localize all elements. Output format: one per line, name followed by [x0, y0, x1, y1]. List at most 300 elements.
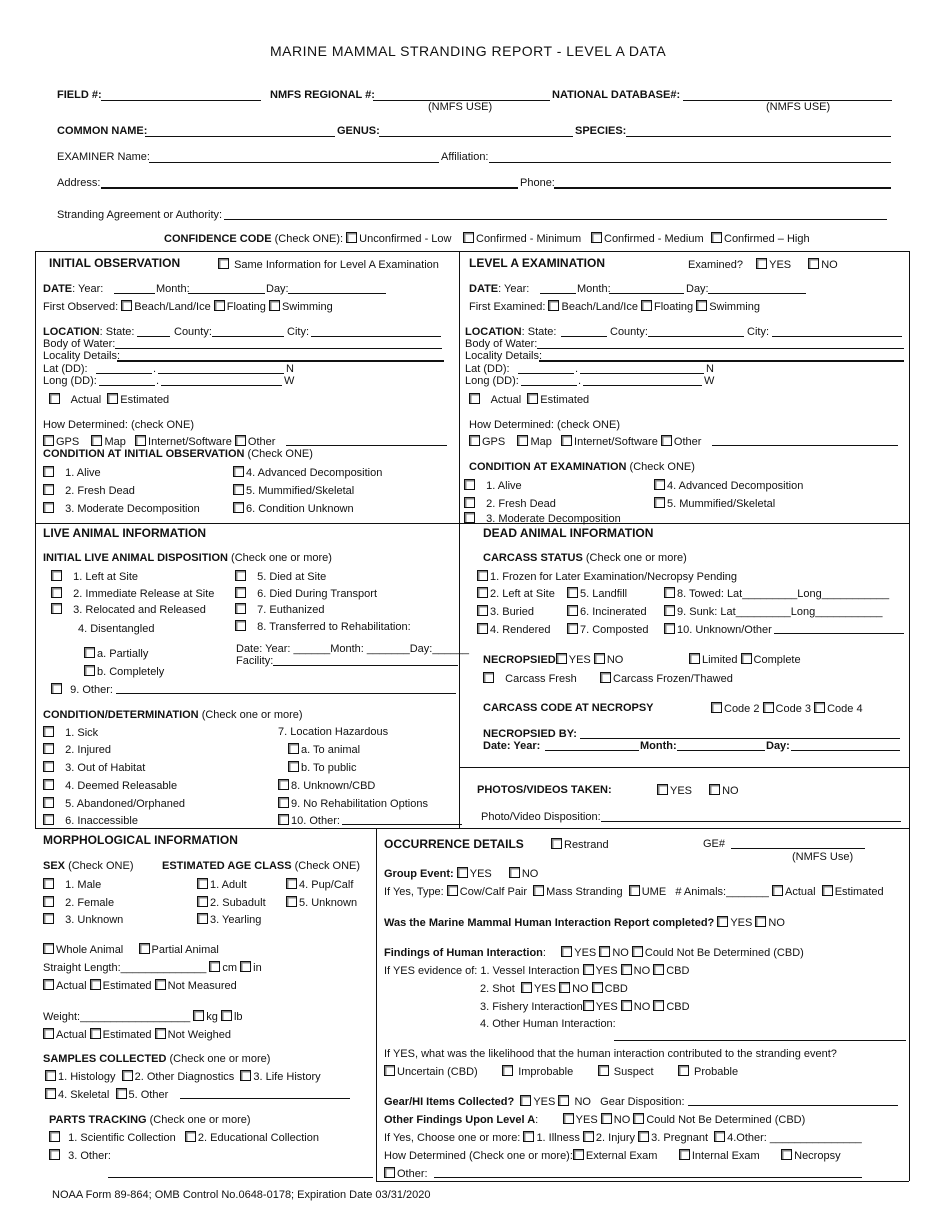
likelihood-row — [384, 1065, 738, 1078]
d4b — [84, 665, 164, 678]
other-hi-input[interactable] — [614, 1040, 906, 1041]
le-c2-checkbox[interactable] — [464, 497, 475, 508]
facility-input[interactable] — [273, 665, 458, 666]
n-year-input[interactable] — [545, 750, 639, 751]
d8-checkbox[interactable] — [235, 620, 246, 631]
t3-checkbox[interactable] — [49, 1149, 60, 1160]
d6-checkbox[interactable] — [235, 587, 246, 598]
io-swimming-checkbox[interactable] — [269, 300, 280, 311]
p2-checkbox[interactable] — [122, 1070, 133, 1081]
d7-checkbox[interactable] — [235, 603, 246, 614]
io-day-input[interactable] — [288, 293, 386, 294]
injury-checkbox[interactable] — [583, 1131, 594, 1142]
le-other-checkbox[interactable] — [661, 435, 672, 446]
m2-label: 2. Female — [65, 897, 115, 909]
le-state-input[interactable] — [561, 336, 607, 337]
photos-yes-checkbox[interactable] — [657, 784, 668, 795]
ge-input[interactable] — [731, 848, 865, 849]
conf-min-checkbox[interactable] — [463, 232, 474, 243]
le-actual-checkbox[interactable] — [469, 393, 480, 404]
k9-checkbox[interactable] — [664, 605, 675, 616]
t3-input[interactable] — [108, 1177, 373, 1178]
weight-est-row — [43, 1028, 231, 1041]
improbable-label: Improbable — [518, 1066, 574, 1078]
length-row — [43, 961, 262, 974]
frame-occ-left — [376, 828, 377, 1181]
fishery-yes-checkbox[interactable] — [583, 1000, 594, 1011]
k4-checkbox[interactable] — [477, 623, 488, 634]
photo-disposition-input[interactable] — [601, 821, 901, 822]
if-type-label: If Yes, Type: — [384, 886, 444, 898]
k8-checkbox[interactable] — [664, 587, 675, 598]
cm-checkbox[interactable] — [209, 961, 220, 972]
io-locality-input[interactable] — [117, 360, 444, 362]
d9-checkbox[interactable] — [51, 683, 62, 694]
probable-checkbox[interactable] — [678, 1065, 689, 1076]
samples-check: (Check one or more) — [169, 1053, 271, 1065]
page-title: MARINE MAMMAL STRANDING REPORT - LEVEL A DATA — [270, 43, 667, 59]
io-c1-checkbox[interactable] — [43, 466, 54, 477]
address-input[interactable] — [101, 187, 518, 189]
d3-checkbox[interactable] — [51, 603, 62, 614]
suspect-checkbox[interactable] — [598, 1065, 609, 1076]
restrand-label: Restrand — [564, 839, 609, 851]
ofl-no-checkbox[interactable] — [601, 1113, 612, 1124]
affiliation-input[interactable] — [489, 162, 891, 163]
photos-options — [657, 784, 739, 797]
field-input[interactable] — [101, 100, 261, 101]
le-c1-label: 1. Alive — [486, 480, 522, 492]
io-c4 — [233, 466, 382, 479]
age-heading — [162, 860, 360, 872]
io-c5-checkbox[interactable] — [233, 484, 244, 495]
shot-yes-checkbox[interactable] — [521, 982, 532, 993]
vessel-yes-checkbox[interactable] — [583, 964, 594, 975]
field-label: FIELD #: — [57, 89, 102, 101]
le-c5-checkbox[interactable] — [654, 497, 665, 508]
partial-checkbox[interactable] — [139, 943, 150, 954]
io-year-input[interactable] — [114, 293, 155, 294]
examiner-input[interactable] — [149, 162, 439, 163]
io-body-input[interactable] — [115, 348, 442, 349]
photos-no-checkbox[interactable] — [709, 784, 720, 795]
le-year-input[interactable] — [540, 293, 576, 294]
not-weighed-checkbox[interactable] — [155, 1028, 166, 1039]
age-check: (Check ONE) — [294, 860, 361, 872]
level-a-heading: LEVEL A EXAMINATION — [469, 256, 606, 270]
other-hi-label: 4. Other Human Interaction: — [480, 1018, 616, 1030]
group-yes-checkbox[interactable] — [457, 867, 468, 878]
if-yes-evidence-label: If YES evidence of: — [384, 965, 478, 977]
d2 — [51, 587, 214, 600]
conf-low-checkbox[interactable] — [346, 232, 357, 243]
io-date-row — [43, 283, 103, 295]
uncertain-checkbox[interactable] — [384, 1065, 395, 1076]
io-c3-label: 3. Moderate Decomposition — [65, 503, 200, 515]
le-map-label: Map — [530, 436, 552, 448]
common-name-input[interactable] — [145, 136, 335, 137]
le-c3-label: 3. Moderate Decomposition — [486, 513, 621, 525]
s5-checkbox[interactable] — [43, 797, 54, 808]
k8-label: 8. Towed: Lat_________Long___________ — [677, 588, 890, 600]
d6-label: 6. Died During Transport — [257, 588, 378, 600]
cowcalf-checkbox[interactable] — [447, 885, 458, 896]
gear-no-checkbox[interactable] — [558, 1095, 569, 1106]
wt-actual-checkbox[interactable] — [43, 1028, 54, 1039]
fhi-yes-checkbox[interactable] — [561, 946, 572, 957]
d3 — [51, 603, 206, 616]
limited-checkbox[interactable] — [689, 653, 700, 664]
samples-row1 — [45, 1070, 321, 1083]
io-c4-checkbox[interactable] — [233, 466, 244, 477]
s9-checkbox[interactable] — [278, 797, 289, 808]
same-info-checkbox[interactable] — [218, 258, 229, 269]
n-month-label: Month: — [640, 740, 677, 752]
complete-checkbox[interactable] — [741, 653, 752, 664]
agreement-input[interactable] — [224, 219, 887, 220]
p3-checkbox[interactable] — [240, 1070, 251, 1081]
s3 — [43, 761, 145, 774]
common-name-label: COMMON NAME: — [57, 125, 148, 137]
frame-mid — [459, 251, 460, 829]
d8 — [235, 620, 411, 633]
s10-input[interactable] — [342, 824, 462, 825]
le-gps-checkbox[interactable] — [469, 435, 480, 446]
hi-report-yes-checkbox[interactable] — [717, 916, 728, 927]
s6-checkbox[interactable] — [43, 814, 54, 825]
le-actual-label: Actual — [490, 394, 522, 406]
le-c2 — [464, 497, 556, 510]
d9-label: 9. Other: — [70, 684, 113, 696]
p5-input[interactable] — [180, 1098, 350, 1099]
d1-label: 1. Left at Site — [73, 571, 138, 583]
le-c4 — [654, 479, 803, 492]
vessel-cbd-checkbox[interactable] — [653, 964, 664, 975]
s7-label: 7. Location Hazardous — [278, 726, 389, 738]
io-locality-label: Locality Details: — [43, 350, 121, 362]
k5-label: 5. Landfill — [580, 588, 628, 600]
d7 — [235, 603, 324, 616]
num-estimated-checkbox[interactable] — [822, 885, 833, 896]
le-swimming-checkbox[interactable] — [696, 300, 707, 311]
s7b — [288, 761, 356, 774]
le-city-input[interactable] — [772, 336, 902, 337]
wt-estimated-checkbox[interactable] — [90, 1028, 101, 1039]
io-internet-checkbox[interactable] — [135, 435, 146, 446]
other-findings-row — [384, 1113, 805, 1126]
mass-checkbox[interactable] — [533, 885, 544, 896]
sex-label: SEX — [43, 860, 66, 872]
p1-label: 1. Histology — [58, 1071, 116, 1083]
t1-label: 1. Scientific Collection — [68, 1132, 176, 1144]
le-condition-heading — [469, 461, 695, 473]
carcass-fresh-label: Carcass Fresh — [505, 673, 577, 685]
le-c4-checkbox[interactable] — [654, 479, 665, 490]
io-lat-deg-input[interactable] — [96, 373, 152, 374]
not-measured-checkbox[interactable] — [155, 979, 166, 990]
occ-other-checkbox[interactable] — [384, 1167, 395, 1178]
len-actual-checkbox[interactable] — [43, 979, 54, 990]
io-c1 — [43, 466, 101, 479]
io-actual-checkbox[interactable] — [49, 393, 60, 404]
t2-label: 2. Educational Collection — [197, 1132, 319, 1144]
other-findings-label: Other Findings Upon Level A — [384, 1114, 536, 1126]
le-lat-dec-input[interactable] — [580, 373, 704, 374]
io-c3-checkbox[interactable] — [43, 502, 54, 513]
le-c3-checkbox[interactable] — [464, 512, 475, 523]
k1-checkbox[interactable] — [477, 570, 488, 581]
lb-label: lb — [233, 1011, 243, 1023]
carcass-fresh-checkbox[interactable] — [483, 672, 494, 683]
limited-label: Limited — [702, 654, 738, 666]
fhi-cbd-checkbox[interactable] — [632, 946, 643, 957]
d5-checkbox[interactable] — [235, 570, 246, 581]
io-c6-checkbox[interactable] — [233, 502, 244, 513]
necropsy-checkbox[interactable] — [781, 1149, 792, 1160]
group-type-row — [384, 885, 884, 898]
whole-checkbox[interactable] — [43, 943, 54, 954]
le-floating-checkbox[interactable] — [641, 300, 652, 311]
conf-high-checkbox[interactable] — [711, 232, 722, 243]
s4-checkbox[interactable] — [43, 779, 54, 790]
k7-checkbox[interactable] — [567, 623, 578, 634]
k1 — [477, 570, 737, 583]
le-lat-deg-input[interactable] — [518, 373, 574, 374]
fishery-yes-label: YES — [595, 1001, 618, 1013]
morph-heading: MORPHOLOGICAL INFORMATION — [43, 833, 238, 847]
io-lat-dec-input[interactable] — [158, 373, 284, 374]
io-long-deg-input[interactable] — [99, 385, 155, 386]
code2-label: Code 2 — [724, 703, 760, 715]
le-locality-input[interactable] — [539, 360, 904, 362]
io-beach-checkbox[interactable] — [121, 300, 132, 311]
p1-checkbox[interactable] — [45, 1070, 56, 1081]
t2-checkbox[interactable] — [185, 1131, 196, 1142]
other4-checkbox[interactable] — [714, 1131, 725, 1142]
io-month-label: Month: — [156, 283, 190, 295]
carcass-status-heading — [483, 552, 687, 564]
shot-cbd-checkbox[interactable] — [592, 982, 603, 993]
kg-checkbox[interactable] — [193, 1010, 204, 1021]
k3-checkbox[interactable] — [477, 605, 488, 616]
illness-checkbox[interactable] — [523, 1131, 534, 1142]
fishery-cbd-checkbox[interactable] — [653, 1000, 664, 1011]
phone-input[interactable] — [554, 187, 891, 189]
a1-checkbox[interactable] — [197, 878, 208, 889]
le-map-checkbox[interactable] — [517, 435, 528, 446]
examined-yes-checkbox[interactable] — [756, 258, 767, 269]
ge-label: GE# — [703, 838, 726, 850]
s3-checkbox[interactable] — [43, 761, 54, 772]
whole-partial — [43, 943, 219, 956]
io-state-input[interactable] — [137, 336, 170, 337]
other-findings-colon: : — [535, 1114, 539, 1126]
k6 — [567, 605, 647, 618]
confidence-code-row — [164, 232, 451, 245]
k4 — [477, 623, 551, 636]
s10-checkbox[interactable] — [278, 814, 289, 825]
s7b-checkbox[interactable] — [288, 761, 299, 772]
le-estimated-checkbox[interactable] — [527, 393, 538, 404]
io-county-input[interactable] — [212, 336, 284, 337]
p5-checkbox[interactable] — [116, 1088, 127, 1099]
a2-checkbox[interactable] — [197, 896, 208, 907]
d4a-checkbox[interactable] — [84, 647, 95, 658]
s8-label: 8. Unknown/CBD — [291, 780, 376, 792]
io-city-input[interactable] — [311, 336, 441, 337]
weight-label: Weight:__________________ — [43, 1011, 191, 1023]
disposition-check: (Check one or more) — [231, 552, 332, 564]
le-condition-label: CONDITION AT EXAMINATION — [469, 461, 627, 473]
carcass-frozen-checkbox[interactable] — [600, 672, 611, 683]
necropsied-by-input[interactable] — [580, 738, 900, 739]
io-other-checkbox[interactable] — [235, 435, 246, 446]
io-floating-checkbox[interactable] — [214, 300, 225, 311]
code3-checkbox[interactable] — [763, 702, 774, 713]
le-gps-label: GPS — [482, 436, 506, 448]
io-long-dec-input[interactable] — [161, 385, 282, 386]
k10-input[interactable] — [774, 633, 904, 634]
io-c2 — [43, 484, 135, 497]
ofl-no-label: NO — [613, 1114, 631, 1126]
s1-checkbox[interactable] — [43, 726, 54, 737]
species-input[interactable] — [626, 136, 891, 137]
necropsied-yes-checkbox[interactable] — [556, 653, 567, 664]
io-c2-label: 2. Fresh Dead — [65, 485, 135, 497]
gear-yes-checkbox[interactable] — [520, 1095, 531, 1106]
ofl-yes-label: YES — [575, 1114, 598, 1126]
io-map-checkbox[interactable] — [91, 435, 102, 446]
d8-date: Date: Year: ______Month: _______Day:______ — [236, 643, 470, 655]
d2-checkbox[interactable] — [51, 587, 62, 598]
m3-label: 3. Unknown — [65, 914, 124, 926]
fhi-no-checkbox[interactable] — [599, 946, 610, 957]
le-body-input[interactable] — [537, 348, 904, 349]
pregnant-checkbox[interactable] — [638, 1131, 649, 1142]
n-month-input[interactable] — [677, 750, 765, 751]
conf-medium — [591, 232, 704, 245]
ofl-yes-checkbox[interactable] — [563, 1113, 574, 1124]
restrand-checkbox[interactable] — [551, 838, 562, 849]
whole-label: Whole Animal — [56, 944, 124, 956]
m2-checkbox[interactable] — [43, 896, 54, 907]
in-label: in — [253, 962, 262, 974]
hi-report-no-checkbox[interactable] — [755, 916, 766, 927]
conf-med-checkbox[interactable] — [591, 232, 602, 243]
a3-checkbox[interactable] — [197, 913, 208, 924]
le-beach-checkbox[interactable] — [548, 300, 559, 311]
lb-checkbox[interactable] — [221, 1010, 232, 1021]
internal-checkbox[interactable] — [679, 1149, 690, 1160]
a4-checkbox[interactable] — [286, 878, 297, 889]
in-checkbox[interactable] — [240, 961, 251, 972]
vessel-no-checkbox[interactable] — [621, 964, 632, 975]
a5-checkbox[interactable] — [286, 896, 297, 907]
t1-checkbox[interactable] — [49, 1131, 60, 1142]
io-gps-checkbox[interactable] — [43, 435, 54, 446]
shot-cbd-label: CBD — [604, 983, 628, 995]
examined-yes-label: YES — [769, 259, 792, 271]
genus-input[interactable] — [379, 136, 573, 137]
d3-label: 3. Relocated and Released — [73, 604, 206, 616]
pregnant-label: 3. Pregnant — [651, 1132, 708, 1144]
le-long-deg-input[interactable] — [521, 385, 577, 386]
s8-checkbox[interactable] — [278, 779, 289, 790]
d1-checkbox[interactable] — [51, 570, 62, 581]
d4a-label: a. Partially — [97, 648, 149, 660]
code4-checkbox[interactable] — [814, 702, 825, 713]
len-estimated-label: Estimated — [102, 980, 152, 992]
le-other-input[interactable] — [712, 445, 898, 446]
ofl-cbd-checkbox[interactable] — [633, 1113, 644, 1124]
internal-label: Internal Exam — [691, 1150, 760, 1162]
num-actual-checkbox[interactable] — [772, 885, 783, 896]
le-long-dec-input[interactable] — [583, 385, 702, 386]
shot-yes-label: YES — [533, 983, 556, 995]
cm-label: cm — [222, 962, 238, 974]
group-no-label: NO — [521, 868, 539, 880]
k9-label: 9. Sunk: Lat_________Long___________ — [677, 606, 883, 618]
gear-disposition-input[interactable] — [688, 1105, 898, 1106]
le-month-input[interactable] — [609, 293, 684, 294]
nmfs-label: NMFS REGIONAL #: — [270, 89, 375, 101]
fishery-no-checkbox[interactable] — [621, 1000, 632, 1011]
io-month-input[interactable] — [188, 293, 265, 294]
p4-label: 4. Skeletal — [58, 1089, 110, 1101]
io-c2-checkbox[interactable] — [43, 484, 54, 495]
m3-checkbox[interactable] — [43, 913, 54, 924]
le-day-input[interactable] — [708, 293, 806, 294]
shot-no-checkbox[interactable] — [559, 982, 570, 993]
necropsied-no-checkbox[interactable] — [594, 653, 605, 664]
len-estimated-checkbox[interactable] — [90, 979, 101, 990]
occ-other-input[interactable] — [434, 1177, 862, 1178]
s7a-checkbox[interactable] — [288, 743, 299, 754]
s2-checkbox[interactable] — [43, 743, 54, 754]
examined-no-checkbox[interactable] — [808, 258, 819, 269]
io-other-input[interactable] — [286, 445, 447, 446]
code2-checkbox[interactable] — [711, 702, 722, 713]
m1-checkbox[interactable] — [43, 878, 54, 889]
k2-checkbox[interactable] — [477, 587, 488, 598]
n-day-input[interactable] — [791, 750, 900, 751]
d9-input[interactable] — [116, 693, 456, 694]
io-condition-check: (Check ONE) — [247, 448, 313, 460]
group-no-checkbox[interactable] — [509, 867, 520, 878]
le-location-label: LOCATION — [465, 326, 522, 338]
external-checkbox[interactable] — [573, 1149, 584, 1160]
ume-checkbox[interactable] — [629, 885, 640, 896]
k10-checkbox[interactable] — [664, 623, 675, 634]
m2 — [43, 896, 114, 909]
d9 — [51, 683, 113, 696]
le-beach-label: Beach/Land/Ice — [561, 301, 638, 313]
d4b-checkbox[interactable] — [84, 665, 95, 676]
k2 — [477, 587, 555, 600]
le-county-input[interactable] — [648, 336, 744, 337]
a3 — [197, 913, 261, 926]
num-actual-label: Actual — [785, 886, 816, 898]
io-estimated-checkbox[interactable] — [107, 393, 118, 404]
k5-checkbox[interactable] — [567, 587, 578, 598]
improbable-checkbox[interactable] — [502, 1065, 513, 1076]
s5 — [43, 797, 185, 810]
p4-checkbox[interactable] — [45, 1088, 56, 1099]
k6-checkbox[interactable] — [567, 605, 578, 616]
a1-label: 1. Adult — [210, 879, 247, 891]
le-c1-checkbox[interactable] — [464, 479, 475, 490]
le-internet-checkbox[interactable] — [561, 435, 572, 446]
